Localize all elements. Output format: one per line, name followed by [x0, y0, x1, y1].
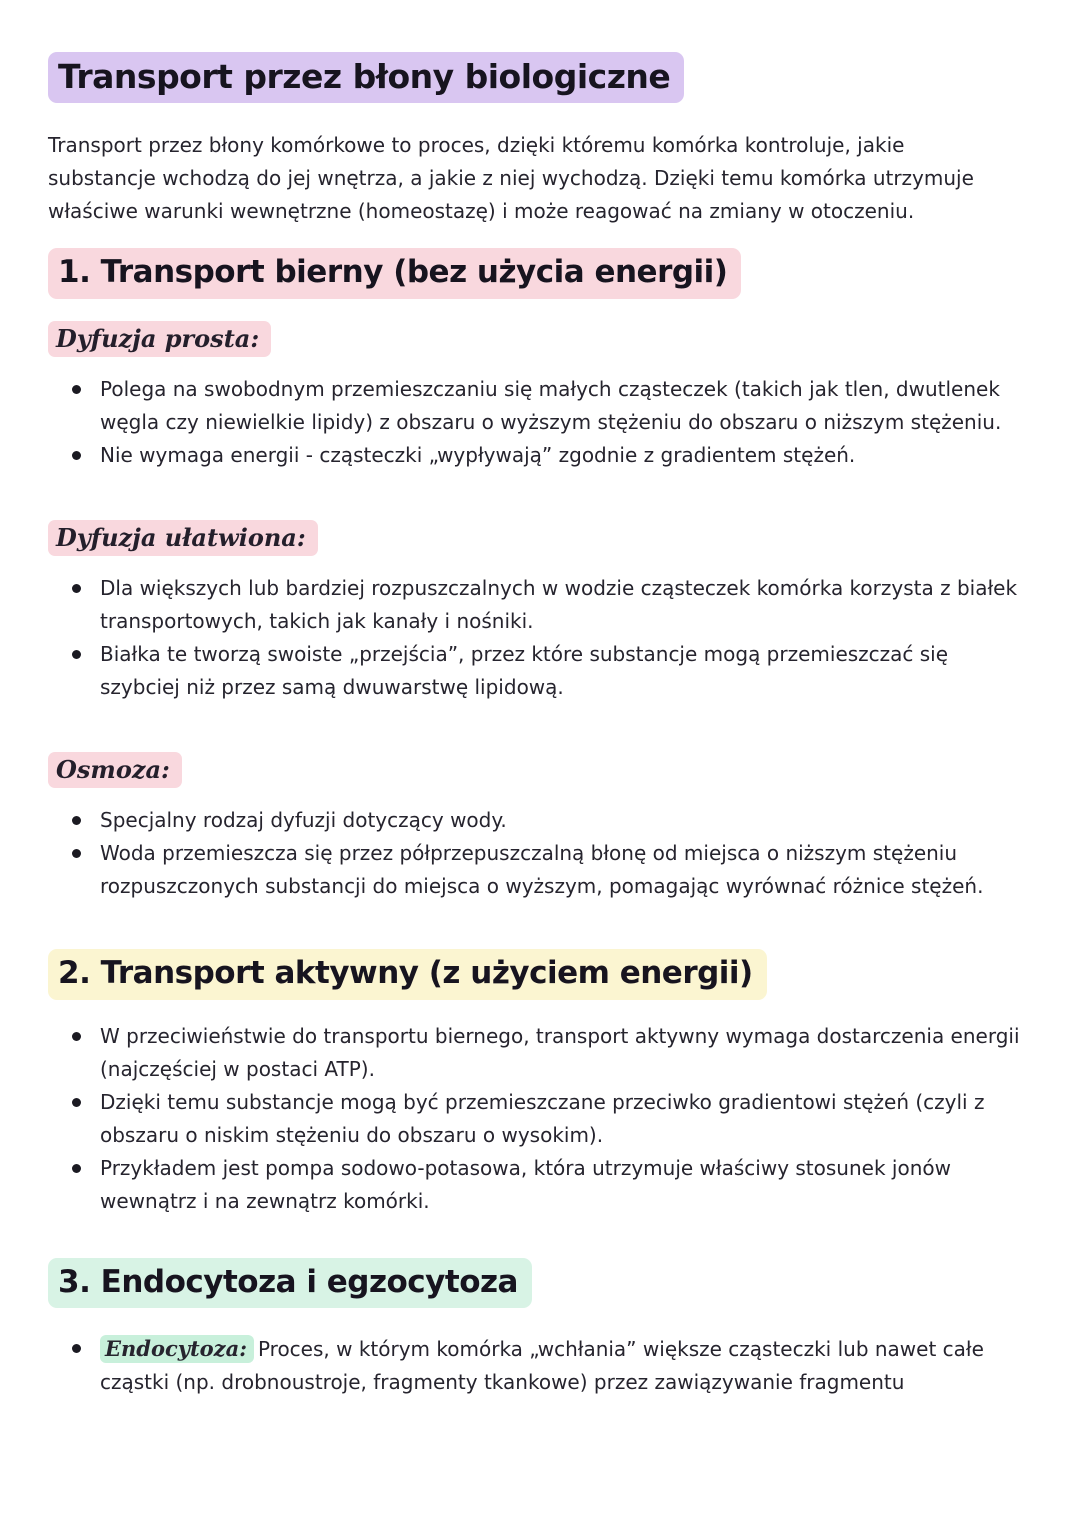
section-3-heading	[48, 1258, 1030, 1309]
list-item: W przeciwieństwie do transportu biernego, transport aktywny wymaga dostarczenia energii (najczęściej w postaci ATP).	[70, 1020, 1025, 1086]
subsection-label-osmoza: Osmoza:	[48, 752, 182, 788]
subsection-label-dyfuzja-prosta: Dyfuzja prosta:	[48, 321, 271, 357]
page-title	[48, 52, 1030, 103]
section-3-heading-highlight: 3. Endocytoza i egzocytoza	[48, 1258, 532, 1309]
subsection-osmoza	[48, 752, 1030, 903]
list-item: Dzięki temu substancje mogą być przemieszczane przeciwko gradientowi stężeń (czyli z obszaru o niskim stężeniu do obszaru o wysokim).	[70, 1086, 1025, 1152]
list-item-endocytoza	[70, 1332, 1025, 1399]
subsection-label-dyfuzja-ulatwiona: Dyfuzja ułatwiona:	[48, 520, 318, 556]
bullet-list	[48, 373, 1025, 472]
subsection-dyfuzja-ulatwiona	[48, 520, 1030, 704]
list-item: Nie wymaga energii - cząsteczki „wypływają” zgodnie z gradientem stężeń.	[70, 439, 1025, 472]
endocytoza-term: Endocytoza:	[100, 1335, 254, 1363]
endocytoza-definition-text: Proces, w którym komórka „wchłania” większe cząsteczki lub nawet całe cząstki (np. drobnoustroje, fragmenty tkankowe) przez zawiązywanie fragmentu	[100, 1337, 984, 1395]
bullet-list	[48, 1020, 1025, 1218]
page-title-highlight: Transport przez błony biologiczne	[48, 52, 684, 103]
section-2-heading	[48, 949, 1030, 1000]
intro-paragraph: Transport przez błony komórkowe to proces, dzięki któremu komórka kontroluje, jakie substancje wchodzą do jej wnętrza, a jakie z niej wychodzą. Dzięki temu komórka utrzymuje właściwe warunki wewnętrzne (homeostazę) i może reagować na zmiany w otoczeniu.	[48, 133, 974, 224]
list-item: Dla większych lub bardziej rozpuszczalnych w wodzie cząsteczek komórka korzysta z białek transportowych, takich jak kanały i nośniki.	[70, 572, 1025, 638]
list-item: Woda przemieszcza się przez półprzepuszczalną błonę od miejsca o niższym stężeniu rozpuszczonych substancji do miejsca o wyższym, pomagając wyrównać różnice stężeń.	[70, 837, 1025, 903]
list-item: Przykładem jest pompa sodowo-potasowa, która utrzymuje właściwy stosunek jonów wewnątrz i na zewnątrz komórki.	[70, 1152, 1025, 1218]
bullet-list	[48, 1332, 1025, 1399]
subsection-dyfuzja-prosta	[48, 321, 1030, 472]
bullet-list	[48, 572, 1025, 704]
list-item: Specjalny rodzaj dyfuzji dotyczący wody.	[70, 804, 1025, 837]
bullet-list	[48, 804, 1025, 903]
list-item: Białka te tworzą swoiste „przejścia”, przez które substancje mogą przemieszczać się szybciej niż przez samą dwuwarstwę lipidową.	[70, 638, 1025, 704]
list-item: Polega na swobodnym przemieszczaniu się małych cząsteczek (takich jak tlen, dwutlenek węgla czy niewielkie lipidy) z obszaru o wyższym stężeniu do obszaru o niższym stężeniu.	[70, 373, 1025, 439]
section-1-heading-highlight: 1. Transport bierny (bez użycia energii)	[48, 248, 741, 299]
section-1-heading	[48, 248, 1030, 299]
section-2-heading-highlight: 2. Transport aktywny (z użyciem energii)	[48, 949, 767, 1000]
